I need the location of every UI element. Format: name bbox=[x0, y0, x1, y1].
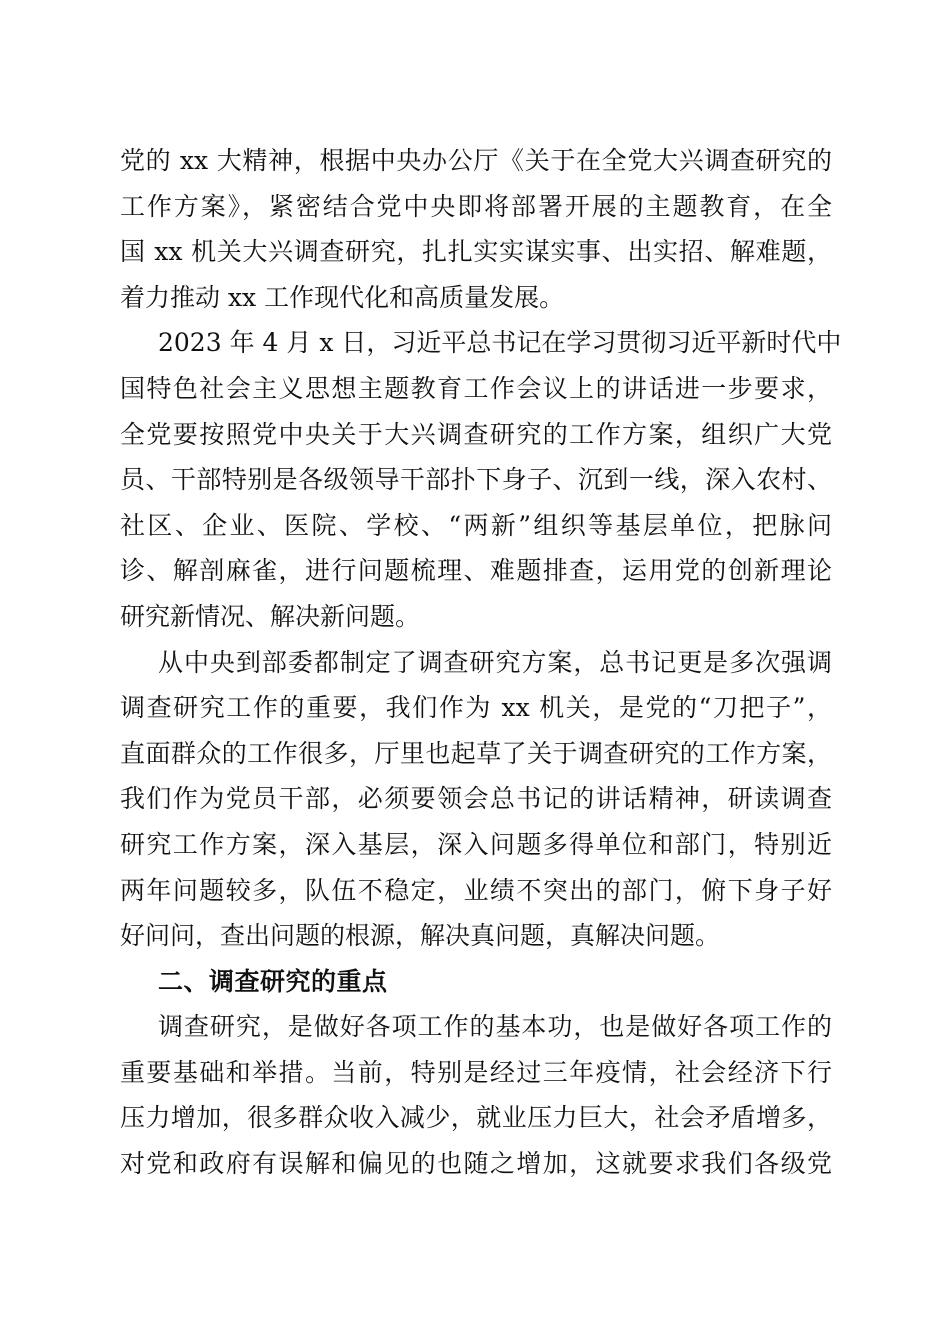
paragraph-research-focus bbox=[120, 1004, 832, 1186]
text-line: 调查研究，是做好各项工作的基本功，也是做好各项工作的 bbox=[158, 1012, 832, 1042]
text-line: 全党要按照党中央关于大兴调查研究的工作方案，组织广大党 bbox=[120, 419, 832, 449]
text-line: 重要基础和举措。当前，特别是经过三年疫情，社会经济下行 bbox=[120, 1057, 832, 1087]
text-line: 员、干部特别是各级领导干部扑下身子、沉到一线，深入农村、 bbox=[120, 465, 832, 495]
text-line: 着力推动 xx 工作现代化和高质量发展。 bbox=[120, 282, 565, 312]
text-line: 诊、解剖麻雀，进行问题梳理、难题排查，运用党的创新理论 bbox=[120, 556, 832, 586]
text-line: 国特色社会主义思想主题教育工作会议上的讲话进一步要求， bbox=[120, 373, 832, 403]
text-line: 研究新情况、解决新问题。 bbox=[120, 601, 421, 631]
paragraph-work-plan bbox=[120, 640, 832, 959]
text-line: 对党和政府有误解和偏见的也随之增加，这就要求我们各级党 bbox=[120, 1149, 832, 1179]
text-line: 从中央到部委都制定了调查研究方案，总书记更是多次强调 bbox=[158, 647, 832, 677]
document-body bbox=[120, 138, 842, 1187]
text-line: 社区、企业、医院、学校、“两新”组织等基层单位，把脉问 bbox=[120, 510, 832, 540]
paragraph-speech-requirements bbox=[120, 320, 842, 639]
text-line: 好问问，查出问题的根源，解决真问题，真解决问题。 bbox=[120, 921, 721, 951]
text-line: 国 xx 机关大兴调查研究，扎扎实实谋实事、出实招、解难题， bbox=[120, 237, 832, 267]
text-line: 研究工作方案，深入基层，深入问题多得单位和部门，特别近 bbox=[120, 829, 832, 859]
section-heading: 二、调查研究的重点 bbox=[158, 966, 388, 996]
text-line: 两年问题较多，队伍不稳定，业绩不突出的部门，俯下身子好 bbox=[120, 875, 832, 905]
text-line: 2023 年 4 月 x 日，习近平总书记在学习贯彻习近平新时代中 bbox=[158, 328, 842, 358]
paragraph-continuation bbox=[120, 138, 832, 320]
text-line: 调查研究工作的重要，我们作为 xx 机关，是党的“刀把子”， bbox=[120, 693, 832, 723]
text-line: 压力增加，很多群众收入减少，就业压力巨大，社会矛盾增多， bbox=[120, 1103, 832, 1133]
text-line: 党的 xx 大精神，根据中央办公厅《关于在全党大兴调查研究的 bbox=[120, 146, 832, 175]
text-line: 我们作为党员干部，必须要领会总书记的讲话精神，研读调查 bbox=[120, 784, 832, 814]
text-line: 工作方案》，紧密结合党中央即将部署开展的主题教育，在全 bbox=[120, 191, 832, 221]
text-line: 直面群众的工作很多，厅里也起草了关于调查研究的工作方案， bbox=[120, 738, 832, 768]
